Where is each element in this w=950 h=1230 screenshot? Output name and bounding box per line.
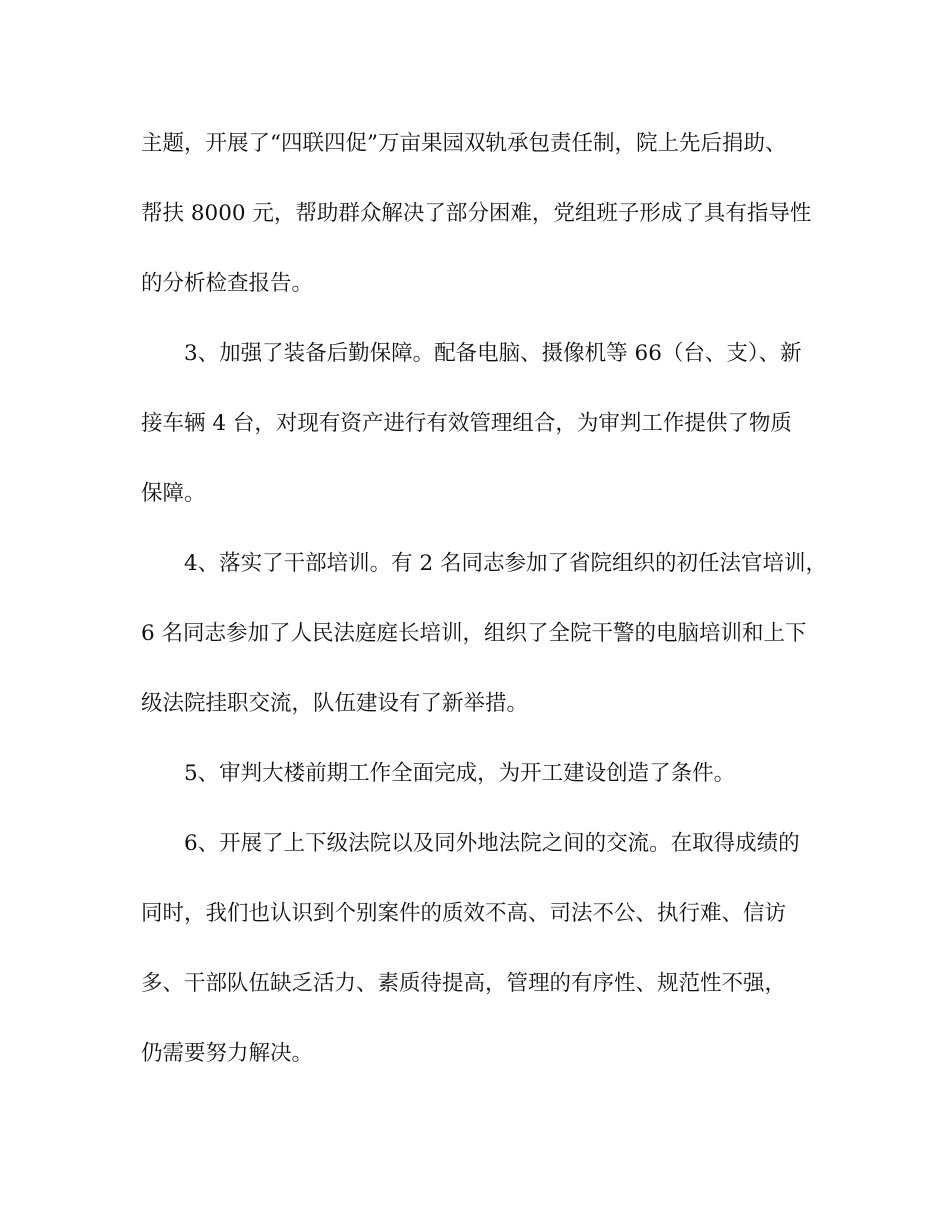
- text-line: 仍需要努力解决。: [141, 1041, 314, 1066]
- text-line: 多、干部队伍缺乏活力、素质待提高，管理的有序性、规范性不强，: [141, 971, 787, 996]
- text-line: 主题，开展了“四联四促”万亩果园双轨承包责任制，院上先后捐助、: [141, 131, 787, 156]
- text-line: 6、开展了上下级法院以及同外地法院之间的交流。在取得成绩的: [184, 831, 800, 856]
- text-line: 6 名同志参加了人民法庭庭长培训，组织了全院干警的电脑培训和上下: [141, 621, 807, 646]
- text-line: 保障。: [141, 481, 206, 506]
- text-line: 同时，我们也认识到个别案件的质效不高、司法不公、执行难、信访: [141, 901, 787, 926]
- text-line: 3、加强了装备后勤保障。配备电脑、摄像机等 66（台、支）、新: [184, 341, 802, 366]
- text-line: 4、落实了干部培训。有 2 名同志参加了省院组织的初任法官培训，: [184, 551, 828, 576]
- text-line: 接车辆 4 台，对现有资产进行有效管理组合，为审判工作提供了物质: [141, 411, 792, 436]
- text-line: 5、审判大楼前期工作全面完成，为开工建设创造了条件。: [184, 761, 736, 786]
- document-body: [141, 122, 828, 1102]
- text-line: 帮扶 8000 元，帮助群众解决了部分困难，党组班子形成了具有指导性: [141, 201, 812, 226]
- text-line: 的分析检查报告。: [141, 271, 314, 296]
- text-line: 级法院挂职交流，队伍建设有了新举措。: [141, 691, 529, 716]
